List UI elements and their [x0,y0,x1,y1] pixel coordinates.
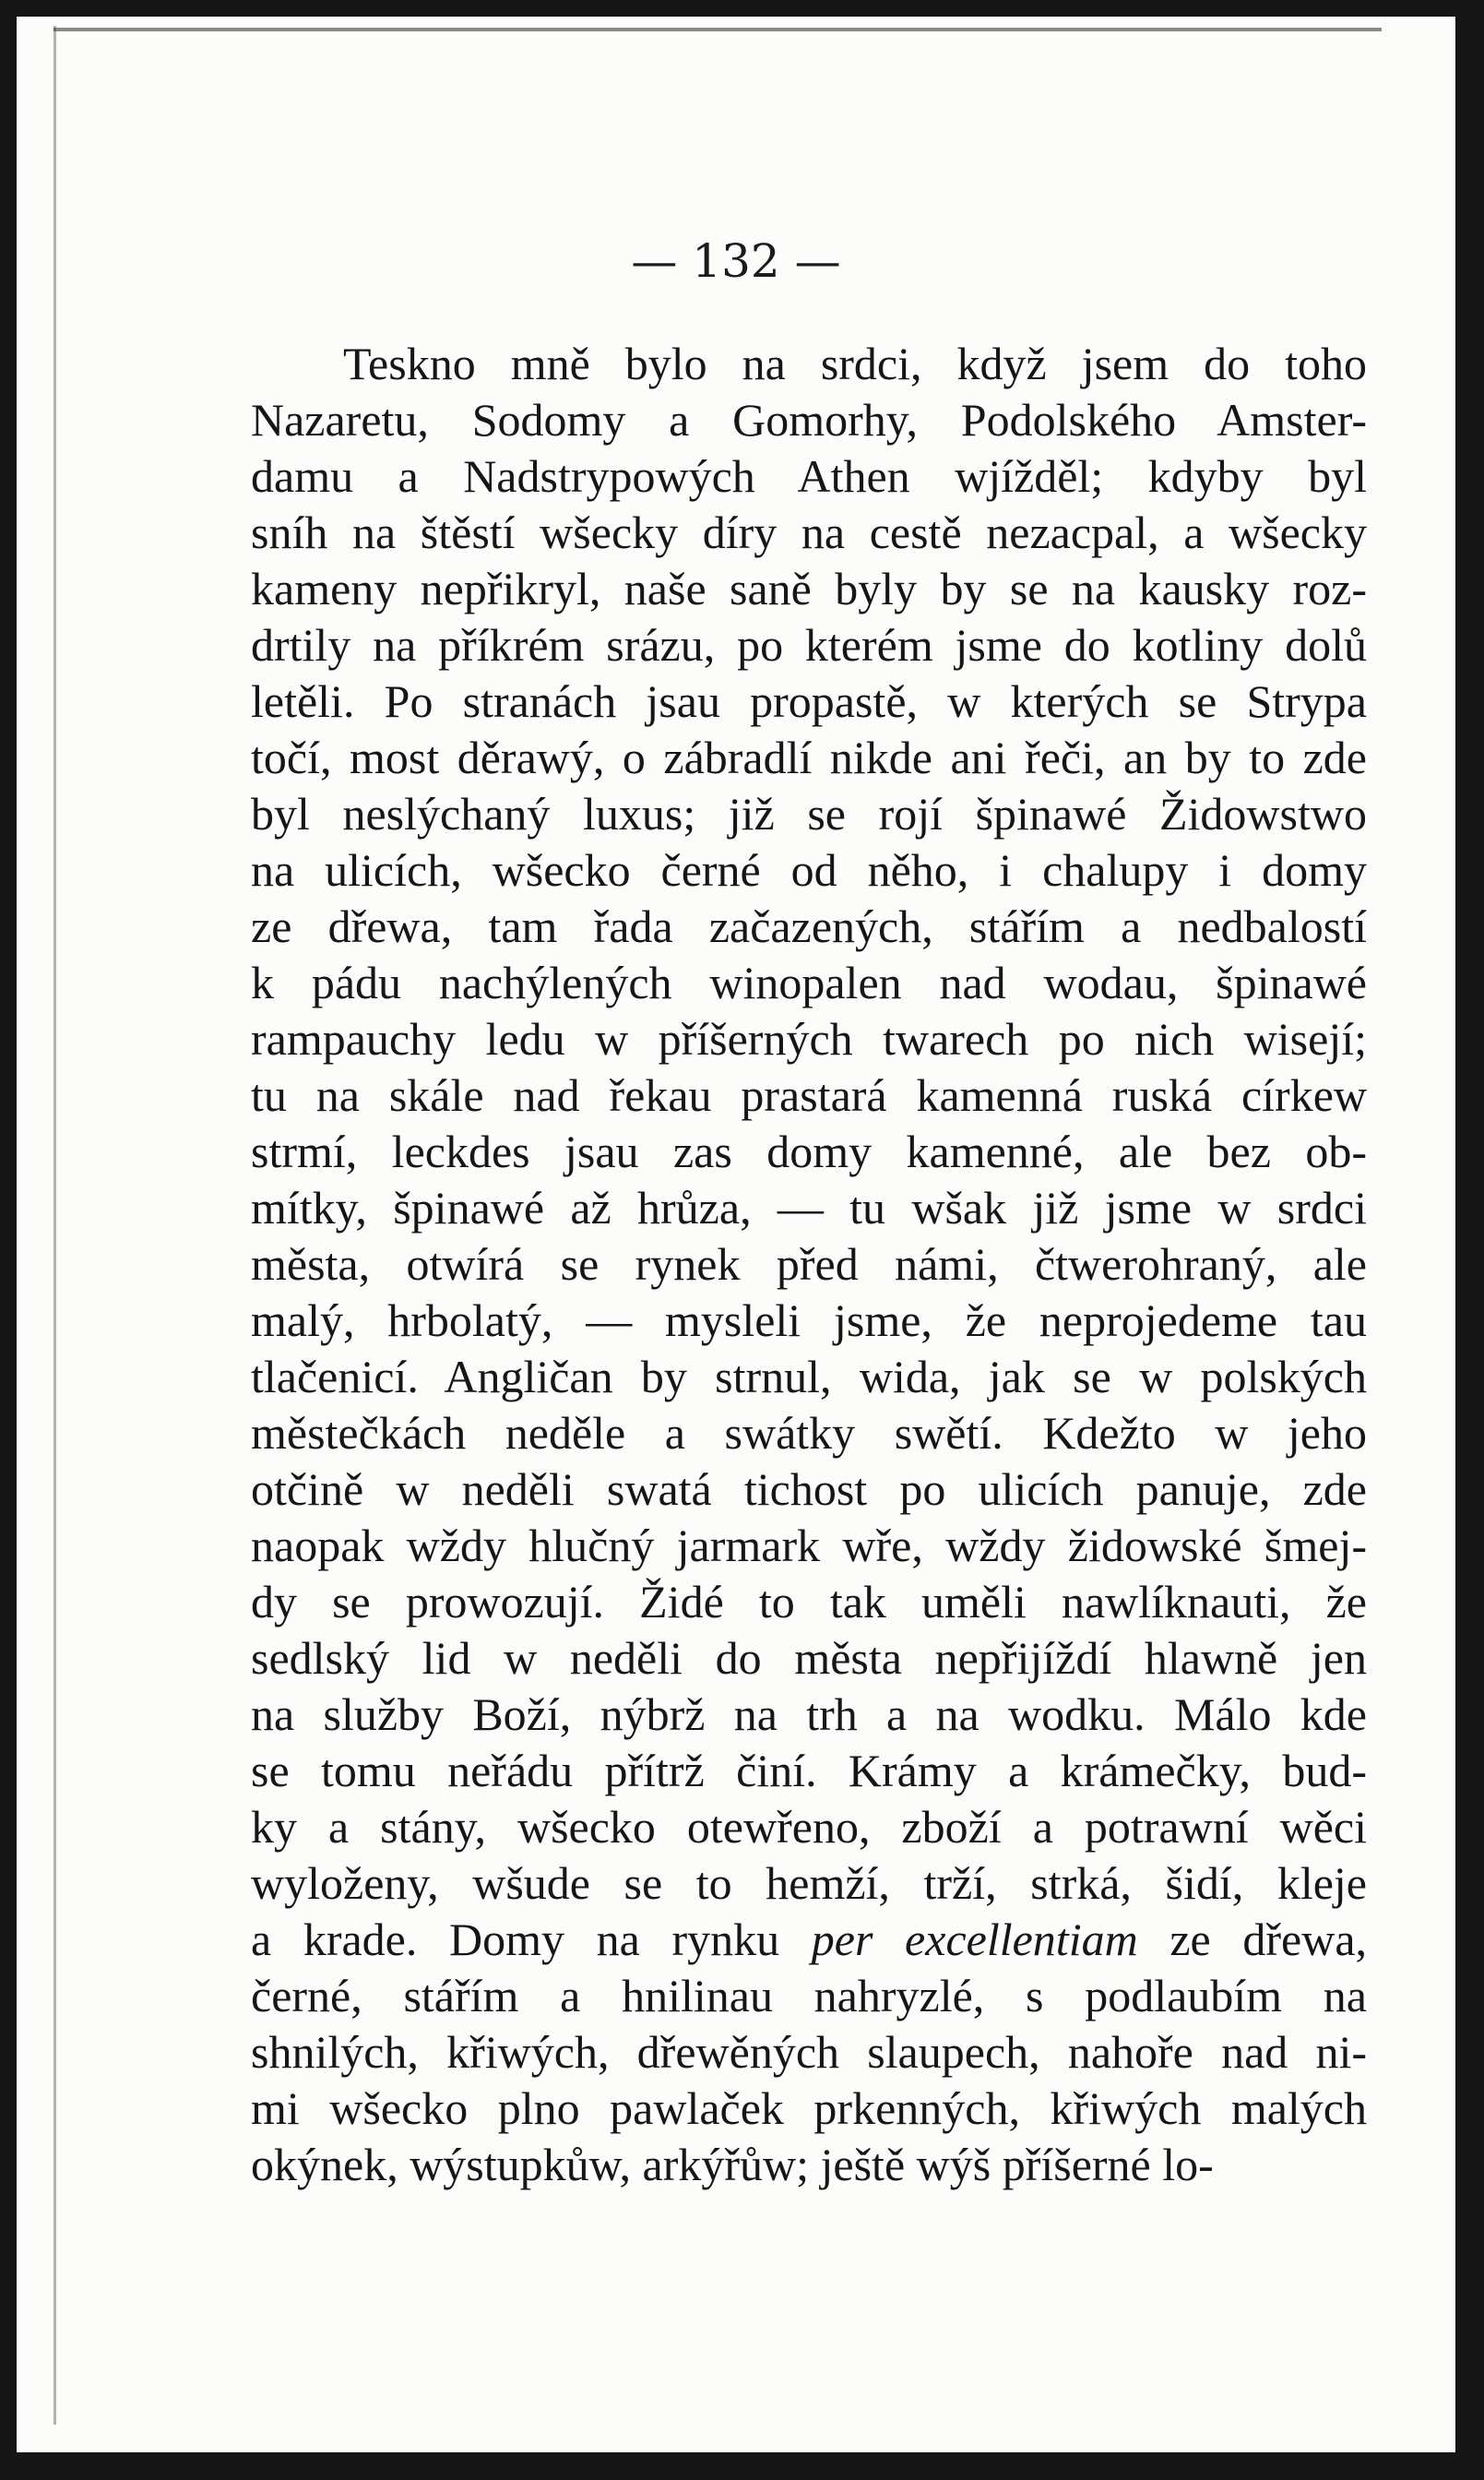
text-line: Nazaretu, Sodomy a Gomorhy, Podolského Amster- [251,394,1367,446]
text-line: městečkách neděle a swátky swětí. Kdežto w jeho [251,1407,1367,1459]
text-line: Teskno mně bylo na srdci, když jsem do toho [343,338,1367,389]
body-text [251,336,1367,2193]
text-line: města, otwírá se rynek před námi, čtwerohraný, ale [251,1238,1367,1290]
text-line: naopak wždy hlučný jarmark wře, wždy židowské šmej- [251,1520,1367,1571]
text-line: točí, most děrawý, o zábradlí nikde ani řeči, an by to zde [251,732,1367,783]
text-line: damu a Nadstrypowých Athen wjížděl; kdyby byl [251,450,1367,502]
text-run: ze dřewa, [1137,1914,1368,1965]
page-number: — 132 — [631,234,841,288]
text-line: na služby Boží, nýbrž na trh a na wodku. Málo kde [251,1688,1367,1740]
text-line: k pádu nachýlených winopalen nad wodau, špinawé [251,957,1367,1008]
text-line-with-italic [251,1912,1367,1968]
text-line: se tomu neřádu přítrž činí. Krámy a krámečky, bud- [251,1745,1367,1796]
text-line: mítky, špinawé až hrůza, — tu wšak již jsme w srdci [251,1182,1367,1234]
text-line: černé, stářím a hnilinau nahryzlé, s podlaubím na [251,1970,1367,2021]
text-line: tu na skále nad řekau prastará kamenná ruská církew [251,1069,1367,1121]
text-line: rampauchy ledu w příšerných twarech po nich wisejí; [251,1013,1367,1065]
text-line: otčině w neděli swatá tichost po ulicích panuje, zde [251,1463,1367,1515]
italic-phrase: per excellentiam [811,1914,1138,1965]
text-line: wyloženy, wšude se to hemží, trží, strká, šidí, kleje [251,1857,1367,1909]
text-line: dy se prowozují. Židé to tak uměli nawlíknauti, že [251,1576,1367,1628]
text-line: na ulicích, wšecko černé od něho, i chalupy i domy [251,844,1367,896]
text-line: ze dřewa, tam řada začazených, stářím a nedbalostí [251,900,1367,952]
text-line: byl neslýchaný luxus; již se rojí špinawé Židowstwo [251,788,1367,840]
text-line: drtily na příkrém srázu, po kterém jsme do kotliny dolů [251,619,1367,671]
text-line: strmí, leckdes jsau zas domy kamenné, ale bez ob- [251,1126,1367,1177]
text-line: okýnek, wýstupkůw, arkýřůw; ještě wýš příšerné lo- [251,2139,1214,2190]
text-line: tlačenicí. Angličan by strnul, wida, jak se w polských [251,1351,1367,1402]
text-line: sníh na štěstí wšecky díry na cestě nezacpal, a wšecky [251,507,1367,558]
text-run: a krade. Domy na rynku [251,1914,812,1965]
text-line: kameny nepřikryl, naše saně byly by se na kausky roz- [251,563,1367,614]
text-line: letěli. Po stranách jsau propastě, w kterých se Strypa [251,675,1367,727]
text-line: malý, hrbolatý, — mysleli jsme, že neprojedeme tau [251,1294,1367,1346]
text-line: ky a stány, wšecko otewřeno, zboží a potrawní wěci [251,1801,1367,1853]
page-edge-left [53,26,56,2425]
text-line: mi wšecko plno pawlaček prkenných, křiwých malých [251,2082,1367,2134]
text-line: sedlský lid w neděli do města nepřijíždí hlawně jen [251,1632,1367,1684]
book-page [17,17,1455,2452]
text-line: shnilých, křiwých, dřewěných slaupech, nahoře nad ni- [251,2026,1367,2078]
page-edge-top [53,28,1382,31]
